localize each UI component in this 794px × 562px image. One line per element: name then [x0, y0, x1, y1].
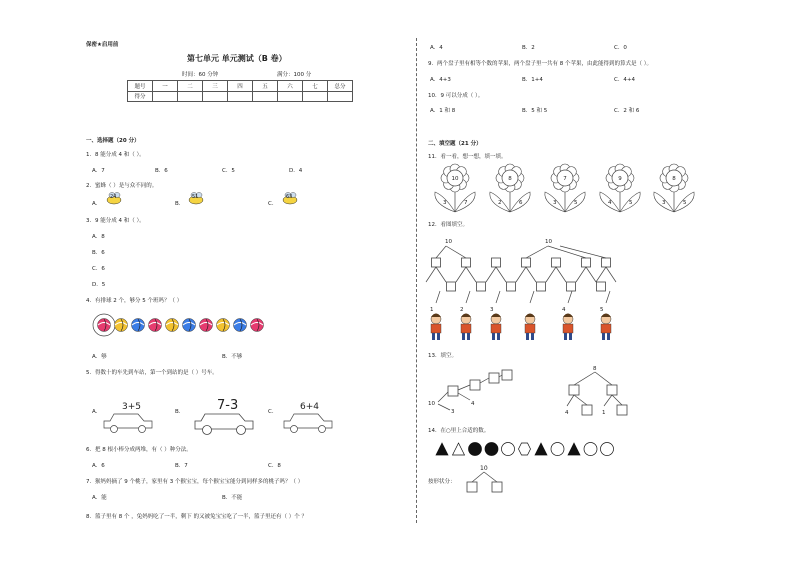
q6-text: 6．把 8 根小棒分成两堆，有（ ）种分法。 — [86, 447, 192, 453]
q2-opt-a[interactable]: A． — [92, 201, 102, 207]
q5-opt-b[interactable]: B． — [175, 409, 185, 415]
q9-text: 9．两个盘子里有相等个数的苹果，两个盘子里一共有 8 个苹果，由此能得到的算式是（ ）。 — [428, 61, 652, 67]
full-score-label: 满分：100 分 — [277, 72, 312, 78]
q13-start-number: 10 — [428, 401, 435, 407]
tree-top-number: 10 — [545, 239, 552, 245]
q1-opt-c[interactable]: C．5 — [222, 168, 235, 174]
flower-left-number: 2 — [498, 200, 502, 206]
triangle-icon — [436, 443, 448, 455]
flower-center-number: 7 — [563, 176, 567, 182]
bottom-number: 2 — [460, 307, 464, 313]
car-expression: 6+4 — [300, 402, 319, 412]
cell: 四 — [228, 81, 253, 92]
triangle-icon — [535, 443, 547, 455]
q2-opt-c[interactable]: C． — [268, 201, 278, 207]
answer-box — [467, 482, 477, 492]
q2-text: 2．蜜蜂（ ）是与众不同的。 — [86, 183, 158, 189]
cell: 五 — [253, 81, 278, 92]
q13-top-number: 8 — [593, 366, 597, 372]
q10-opt-c[interactable]: C．2 和 6 — [614, 108, 640, 114]
q2-num-b: 51 — [192, 194, 199, 200]
top-opt-c[interactable]: C．0 — [614, 45, 627, 51]
q9-opt-b[interactable]: B．1+4 — [522, 77, 543, 83]
q7-opt-b[interactable]: B．不能 — [222, 495, 243, 501]
q7-opt-a[interactable]: A．能 — [92, 495, 107, 501]
triangle-icon — [568, 443, 580, 455]
cell: 得分 — [128, 91, 153, 102]
hexagon-icon — [519, 443, 531, 455]
triangle-icon — [453, 443, 465, 455]
tree-top-number: 10 — [445, 239, 452, 245]
bottom-number: 3 — [490, 307, 494, 313]
q13-text: 13．填空。 — [428, 353, 457, 359]
flower-right-number: 5 — [629, 200, 633, 206]
top-opt-a[interactable]: A．4 — [430, 45, 443, 51]
cell: 六 — [278, 81, 303, 92]
q10-text: 10．9 可以分成（ ）。 — [428, 93, 484, 99]
circle-icon — [601, 443, 614, 456]
q1-text: 1．8 能分成 4 和（ ）。 — [86, 152, 145, 158]
flower-right-number: 6 — [519, 200, 523, 206]
q8-text: 8．篮子里有 8 个 ，兔妈妈吃了一半，剩下 的又被兔宝宝吃了一半，篮子里还有（ ）个 ？ — [86, 514, 307, 520]
flower-right-number: 5 — [574, 200, 578, 206]
q3-text: 3．9 能分成 4 和（ ）。 — [86, 218, 145, 224]
bottom-number: 4 — [562, 307, 566, 313]
q12-text: 12．看图填空。 — [428, 222, 468, 228]
branch-line — [472, 472, 484, 482]
q11-text: 11．看一看，想一想，填一填。 — [428, 154, 507, 160]
flower-left-number: 3 — [662, 200, 666, 206]
q2-num-a: 24 — [110, 194, 117, 200]
q13-leaf-number: 4 — [565, 410, 569, 416]
q5-text: 5．得数十的车先到车站，第一个到站的是（ ）号车。 — [86, 370, 218, 376]
circle-icon — [485, 443, 498, 456]
q10-opt-b[interactable]: B．5 和 5 — [522, 108, 548, 114]
cell: 一 — [153, 81, 178, 92]
q14-text: 14．在○里上合适的数。 — [428, 428, 490, 434]
q3-opt-a[interactable]: A．8 — [92, 234, 105, 240]
q6-opt-b[interactable]: B．7 — [175, 463, 188, 469]
q3-opt-b[interactable]: B．6 — [92, 250, 105, 256]
q10-opt-a[interactable]: A．1 和 8 — [430, 108, 456, 114]
q9-opt-a[interactable]: A．4+3 — [430, 77, 451, 83]
cell: 七 — [303, 81, 328, 92]
q5-opt-c[interactable]: C． — [268, 409, 278, 415]
q6-opt-c[interactable]: C．8 — [268, 463, 281, 469]
q3-opt-d[interactable]: D．5 — [92, 282, 106, 288]
flower-center-number: 9 — [618, 176, 622, 182]
q3-opt-c[interactable]: C．6 — [92, 266, 105, 272]
q2-num-c: 63 — [286, 194, 293, 200]
cell: 三 — [203, 81, 228, 92]
flower-left-number: 4 — [608, 200, 612, 206]
q13-mid-number: 4 — [471, 401, 475, 407]
secret-label: 保密★启用前 — [86, 42, 119, 48]
answer-box — [492, 482, 502, 492]
q1-opt-a[interactable]: A．7 — [92, 168, 105, 174]
q6-opt-a[interactable]: A．6 — [92, 463, 105, 469]
cell: 题号 — [128, 81, 153, 92]
q4-opt-b[interactable]: B．不够 — [222, 354, 243, 360]
q2-opt-b[interactable]: B． — [175, 201, 185, 207]
q13-leaf-number: 1 — [602, 410, 606, 416]
circle-icon — [502, 443, 515, 456]
flower-left-number: 3 — [443, 200, 447, 206]
section2-heading: 二、填空题（21 分） — [428, 141, 482, 147]
flower-center-number: 8 — [672, 176, 676, 182]
circle-icon — [469, 443, 482, 456]
page-title: 第七单元 单元测试（B 卷） — [187, 54, 287, 63]
circle-icon — [584, 443, 597, 456]
bottom-number: 5 — [600, 307, 604, 313]
branch-line — [484, 472, 497, 482]
top-opt-b[interactable]: B．2 — [522, 45, 535, 51]
q14-top-number: 10 — [480, 465, 488, 472]
flower-right-number: 5 — [683, 200, 687, 206]
flower-left-number: 3 — [553, 200, 557, 206]
car-expression: 7-3 — [217, 398, 239, 413]
q1-opt-b[interactable]: B．6 — [155, 168, 168, 174]
q14-tail-label: 按形状分： — [428, 479, 456, 485]
circle-icon — [551, 443, 564, 456]
q4-opt-a[interactable]: A．够 — [92, 354, 107, 360]
cell: 二 — [178, 81, 203, 92]
cell: 总分 — [328, 81, 353, 92]
q9-opt-c[interactable]: C．4+4 — [614, 77, 635, 83]
section1-heading: 一、选择题（20 分） — [86, 138, 140, 144]
flower-right-number: 7 — [464, 200, 468, 206]
q7-text: 7．猴妈妈摘了 9 个桃子，家里有 3 个猴宝宝，每个猴宝宝能分到同样多的桃子吗？（ ） — [86, 479, 304, 485]
car-expression: 3+5 — [122, 402, 141, 412]
q4-text: 4．有排球 2 个，够分 5 个班吗？（ ） — [86, 298, 183, 304]
flower-center-number: 8 — [508, 176, 512, 182]
q5-opt-a[interactable]: A． — [92, 409, 102, 415]
flower-center-number: 10 — [451, 176, 459, 182]
q1-opt-d[interactable]: D．4 — [289, 168, 303, 174]
q13-sub-number: 3 — [451, 409, 455, 415]
time-label: 时间：60 分钟 — [182, 72, 219, 78]
bottom-number: 1 — [430, 307, 434, 313]
